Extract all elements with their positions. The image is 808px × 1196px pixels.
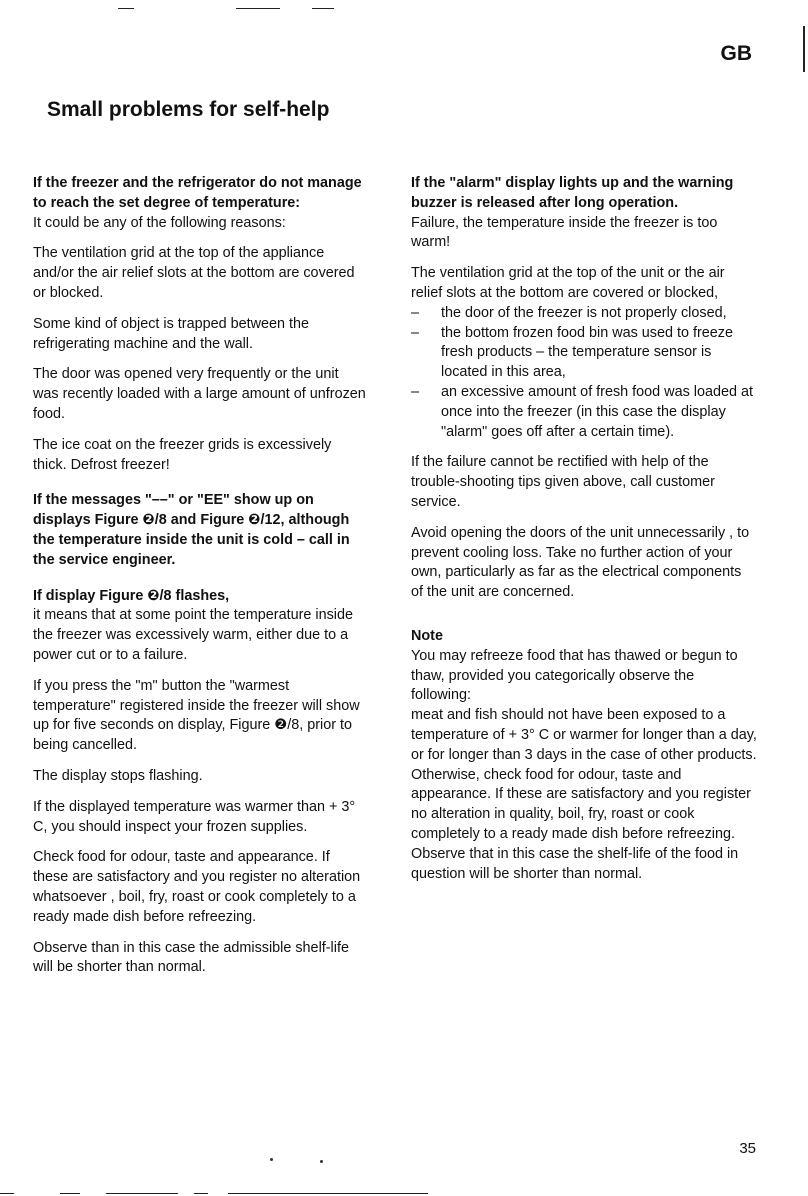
- paragraph: Observe that in this case the shelf-life of the food in question will be shorter than normal.: [411, 845, 739, 882]
- list-item-text: the door of the freezer is not properly closed,: [441, 304, 727, 321]
- top-rule-1: [118, 8, 134, 9]
- right-column: [411, 174, 757, 884]
- paragraph: Avoid opening the doors of the unit unnecessarily , to prevent cooling loss. Take no further action of your own, particularly as far as the electrical components of the unit are concerned.: [411, 524, 750, 601]
- section-heading-flashes: If display Figure ❷/8 flashes,: [33, 587, 230, 604]
- paragraph: If the displayed temperature was warmer than + 3° C, you should inspect your frozen supplies.: [33, 798, 356, 835]
- note-heading: Note: [411, 627, 443, 644]
- top-rule-2: [236, 8, 280, 9]
- dash-bullet: –: [411, 324, 420, 341]
- paragraph: The ventilation grid at the top of the unit or the air relief slots at the bottom are covered or blocked,: [411, 265, 725, 301]
- language-label: GB: [720, 42, 752, 65]
- paragraph: The door was opened very frequently or the unit was recently loaded with a large amount of unfrozen food.: [33, 366, 366, 422]
- list-item: [411, 324, 757, 383]
- section-heading-alarm: If the "alarm" display lights up and the warning buzzer is released after long operation.: [411, 175, 734, 211]
- paragraph: Otherwise, check food for odour, taste and appearance. If these are satisfactory and you register no alteration in quality, boil, fry, roast or cook completely to a ready made dish before refreezing.: [411, 766, 751, 842]
- paragraph: You may refreeze food that has thawed or begun to thaw, provided you categorically observe the following:: [411, 647, 738, 704]
- bottom-rule-3: [106, 1193, 178, 1194]
- dash-bullet: –: [411, 304, 420, 321]
- list-item-text: the bottom frozen food bin was used to freeze fresh products – the temperature sensor is located in this area,: [441, 324, 733, 381]
- dash-bullet: –: [411, 383, 420, 400]
- paragraph: It could be any of the following reasons:: [33, 214, 286, 231]
- section-heading-temperature: If the freezer and the refrigerator do not manage to reach the set degree of temperature:: [33, 175, 362, 211]
- bottom-rule-1: [0, 1193, 14, 1194]
- bottom-rule-5: [228, 1193, 428, 1194]
- paragraph: The ventilation grid at the top of the appliance and/or the air relief slots at the bottom are covered or blocked.: [33, 245, 355, 301]
- top-rule-3: [312, 8, 334, 9]
- scan-speck: [270, 1158, 273, 1161]
- paragraph: The ice coat on the freezer grids is excessively thick. Defrost freezer!: [33, 436, 332, 473]
- page-title: Small problems for self-help: [47, 98, 330, 121]
- paragraph: Some kind of object is trapped between the refrigerating machine and the wall.: [33, 315, 309, 352]
- paragraph: Failure, the temperature inside the freezer is too warm!: [411, 214, 718, 251]
- page-edge-mark: [803, 26, 805, 72]
- paragraph: Observe than in this case the admissible shelf-life will be shorter than normal.: [33, 939, 349, 976]
- list-item: [411, 304, 757, 324]
- paragraph: meat and fish should not have been exposed to a temperature of + 3° C or warmer for longer than a day, or for longer than 3 days in the case of other products.: [411, 707, 757, 763]
- paragraph: it means that at some point the temperature inside the freezer was excessively warm, either due to a power cut or to a failure.: [33, 607, 353, 663]
- paragraph: Check food for odour, taste and appearance. If these are satisfactory and you register no alteration whatsoever , boil, fry, roast or cook completely to a ready made dish before refreezing.: [33, 849, 361, 925]
- section-heading-messages: If the messages "––" or "EE" show up on displays Figure ❷/8 and Figure ❷/12, although the temperature inside the unit is cold – call in the service engineer.: [33, 492, 350, 568]
- bottom-rule-2: [60, 1193, 80, 1194]
- left-column: [33, 174, 367, 989]
- list-item: [411, 383, 757, 442]
- list-item-text: an excessive amount of fresh food was loaded at once into the freezer (in this case the display "alarm" goes off after a certain time).: [441, 383, 753, 440]
- page-number: 35: [739, 1140, 756, 1157]
- scan-speck: [320, 1160, 323, 1163]
- paragraph: The display stops flashing.: [33, 767, 203, 784]
- paragraph: If you press the "m" button the "warmest temperature" registered inside the freezer will show up for five seconds on display, Figure ❷/8, prior to being cancelled.: [33, 677, 360, 754]
- bottom-rule-4: [194, 1193, 208, 1194]
- paragraph: If the failure cannot be rectified with help of the trouble-shooting tips given above, call customer service.: [411, 454, 715, 510]
- cause-list: [411, 304, 757, 443]
